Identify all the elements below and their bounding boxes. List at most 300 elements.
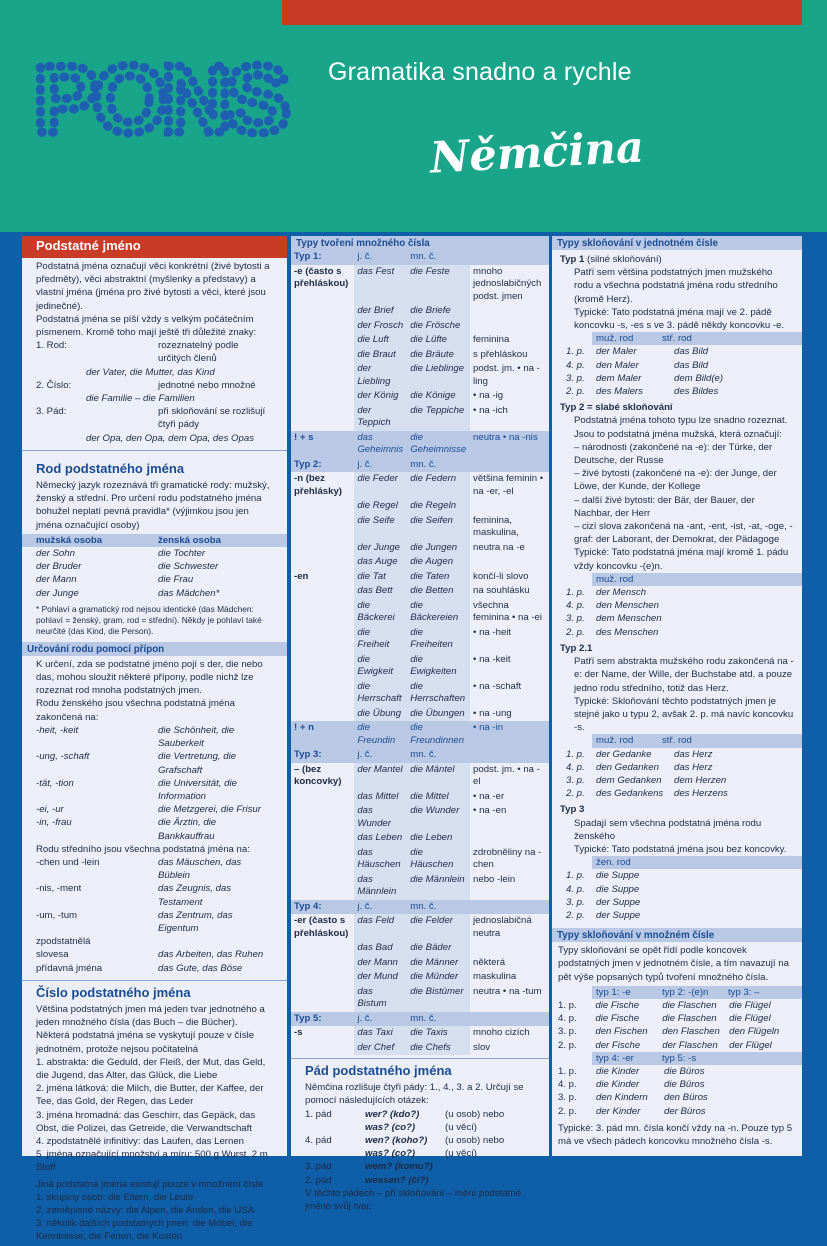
cell: dem Maler xyxy=(596,372,642,384)
cell: die Tat xyxy=(354,570,407,585)
cell: wer? (kdo?) xyxy=(365,1108,420,1120)
col-head: j. č. xyxy=(354,900,407,915)
cell: podst. jm. • na -ling xyxy=(473,363,540,387)
cell: feminina, maskulina, xyxy=(473,514,519,538)
type-label: ! + n xyxy=(291,721,354,748)
cell: das Bett xyxy=(354,584,407,599)
cell: die Schönheit, die Sauberkeit xyxy=(158,724,235,750)
cell: des Gedankens xyxy=(596,788,664,800)
cell: die Herrschaft xyxy=(354,680,407,707)
cell: • na -in xyxy=(470,721,549,748)
col-head: j. č. xyxy=(354,748,407,763)
cell xyxy=(291,389,354,404)
cell: der Gedanke xyxy=(596,748,652,760)
cell: 2. p. xyxy=(566,909,585,921)
table-row xyxy=(552,774,802,787)
cell: -n (bez přehlásky) xyxy=(294,473,342,497)
cell xyxy=(291,304,354,319)
paragraph: Rodu středního jsou všechna podstatná jména na: xyxy=(36,843,250,855)
cell: die Teppiche xyxy=(407,404,470,431)
cell: die Mittel xyxy=(407,790,470,805)
paragraph: Rodu ženského jsou všechna podstatná jména zakončená na: xyxy=(36,698,235,723)
cell: die Luft xyxy=(354,333,407,348)
cell: der Suppe xyxy=(596,896,641,908)
cell: den Maler xyxy=(596,359,639,371)
table-row xyxy=(291,804,549,831)
paragraph: K určení, zda se podstatné jméno pojí s der, die nebo das, mohou sloužit některé přípony, podle nichž lze rozeznat rod mnoha podstatných jmen. xyxy=(36,658,263,697)
cell: dem Bild(e) xyxy=(674,372,724,384)
cell: die Flügel xyxy=(729,999,771,1011)
paragraph: Jiná podstatná jména existují pouze v množném čísle xyxy=(36,1178,264,1190)
cell: die Fische xyxy=(595,1013,640,1025)
section-title-urcovani: Určování rodu pomocí přípon xyxy=(22,642,287,656)
paragraph: Podstatná jména se píší vždy s velkým počátečním písmenem. Kromě toho mají ještě tři důležité znaky: xyxy=(36,313,257,339)
table-row xyxy=(36,882,273,908)
cell: das Wunder xyxy=(354,804,407,831)
col-head: stř. rod xyxy=(662,333,692,345)
cell: der Fische xyxy=(595,1039,641,1051)
table-row xyxy=(291,721,549,748)
cell: 4. p. xyxy=(558,1013,577,1025)
paragraph: V těchto pádech – při skloňování – mění podstatné jméno svůj tvar. xyxy=(305,1187,521,1213)
cell: die Federn xyxy=(407,472,470,499)
cell: die Flaschen xyxy=(662,1013,717,1025)
cell: die Männer xyxy=(407,956,470,971)
table-row xyxy=(291,941,549,956)
cell: slovesa xyxy=(36,949,69,961)
cell xyxy=(291,404,354,431)
table-row xyxy=(552,1065,802,1078)
type-label: Typ 1: xyxy=(291,250,354,265)
cell: die Feder xyxy=(354,472,407,499)
cell: s přehláskou xyxy=(473,348,528,360)
list-item xyxy=(36,379,273,392)
table-row xyxy=(36,935,273,948)
cell: (u osob) nebo xyxy=(445,1108,505,1120)
col-head: j. č. xyxy=(354,1012,407,1027)
table-row xyxy=(291,599,549,626)
cell xyxy=(470,304,549,319)
cell: wen? (koho?) xyxy=(365,1135,428,1147)
cell: das Bild xyxy=(674,346,709,358)
cell: das Gute, das Böse xyxy=(158,962,243,974)
section-title-podstatne-jmeno: Podstatné jméno xyxy=(22,236,287,258)
cell: podst. jm. • na -el xyxy=(473,763,540,787)
cell: die Briefe xyxy=(407,304,470,319)
col-head: ženská osoba xyxy=(158,534,221,546)
logo-text: PONS xyxy=(34,46,290,153)
cell: die Bistümer xyxy=(407,985,470,1012)
cell: der Liebling xyxy=(354,362,407,389)
cell: mnoho jednoslabičných podst. jmen xyxy=(473,265,542,302)
table-row xyxy=(291,404,549,431)
list-item: 3. několik dalších podstatných jmen: die Möbel, die Kenntnisse, die Ferien, die Kosten xyxy=(36,1218,253,1243)
item-key: 2. Číslo: xyxy=(36,379,72,391)
cell: die Seife xyxy=(354,514,407,541)
cell: was? (co?) xyxy=(365,1121,416,1133)
pons-logo xyxy=(34,46,294,153)
cell: die Münder xyxy=(407,970,470,985)
cell: -en xyxy=(294,570,309,582)
table-row xyxy=(291,458,549,473)
paragraph: Některá podstatná jména se vyskytují pouze v čísle jednotném, protože nejsou počitatelná xyxy=(36,1030,255,1055)
cell: die Universität, die Information xyxy=(158,777,237,802)
cell: jednoslabičná neutra xyxy=(473,915,532,939)
cell: das Auge xyxy=(354,555,407,570)
cell: die Taten xyxy=(407,570,470,585)
cell: die Taxis xyxy=(407,1026,470,1041)
col-head xyxy=(470,250,549,265)
footnote: * Pohlaví a gramatický rod nejsou identické (das Mädchen: pohlaví = ženský, gram. rod = střední). Někdy je pohlaví také neurčité (das Kind, die Person). xyxy=(36,603,262,636)
cell: die Lüfte xyxy=(407,333,470,348)
cell xyxy=(291,653,354,680)
cell: • na -en xyxy=(473,805,507,816)
col-head: typ 5: -s xyxy=(662,1052,697,1064)
cell: die Kinder xyxy=(596,1079,640,1091)
table-row xyxy=(36,587,273,600)
cell: (u věcí) xyxy=(445,1121,477,1133)
cell: • na -keit xyxy=(473,653,511,665)
cell: zpodstatnělá xyxy=(36,936,91,948)
table-row xyxy=(291,1012,549,1027)
cell: die Büros xyxy=(664,1065,705,1077)
cell: das Fest xyxy=(354,265,407,305)
cell: die Fische xyxy=(595,999,640,1011)
cell: (u osob) nebo xyxy=(445,1135,505,1147)
table-row xyxy=(552,1105,802,1118)
cell xyxy=(291,985,354,1012)
cell: -nis, -ment xyxy=(36,883,82,895)
cell: das Herz xyxy=(674,748,713,760)
col-head: j. č. xyxy=(354,250,407,265)
table-row xyxy=(291,763,549,790)
item-example: der Vater, die Mutter, das Kind xyxy=(86,366,215,378)
cell: 3. pád xyxy=(305,1161,332,1173)
list-item: – živé bytosti (zakončené na -e): der Junge, der Löwe, der Kunde, der Kollege xyxy=(574,468,777,493)
cell: den Kindern xyxy=(596,1092,648,1104)
cell: die Freundin xyxy=(354,721,407,748)
table-row xyxy=(552,787,802,800)
table-row xyxy=(305,1147,535,1160)
cell: 3. p. xyxy=(558,1026,577,1038)
cell: feminina xyxy=(473,334,510,345)
cell xyxy=(470,499,549,514)
cell: 1. p. xyxy=(566,346,585,358)
cell: 4. p. xyxy=(566,600,585,612)
table-row xyxy=(552,359,802,372)
cell: die Bäder xyxy=(407,941,470,956)
table-row xyxy=(552,909,802,922)
cell: das Zentrum, das Eigentum xyxy=(158,909,233,934)
cell: 4. p. xyxy=(566,883,585,895)
cell: die Augen xyxy=(407,555,470,570)
paragraph: Typické: Tato podstatná jména mají ve 2. pádě koncovku -s, -es s ve 3. pádě někdy koncovku -e. xyxy=(574,306,785,332)
cell: • na -ig xyxy=(473,390,504,401)
list-item: 2. zeměpisné názvy: die Alpen, die Anden, die USA xyxy=(36,1205,255,1216)
cell: -er (často s přehláskou) xyxy=(294,915,349,939)
table-row xyxy=(291,653,549,680)
table-row xyxy=(552,612,802,625)
cell: • na -ich xyxy=(473,404,508,416)
paragraph: Patří sem většina podstatných jmen mužského rodu a všechna podstatná jména rodu středního (kromě Herz). xyxy=(574,267,778,305)
paragraph: Spadají sem všechna podstatná jména rodu ženského xyxy=(574,817,762,842)
cell xyxy=(291,831,354,846)
cell: den Büros xyxy=(664,1092,708,1104)
cell: das Leben xyxy=(354,831,407,846)
cell: 2. p. xyxy=(558,1039,577,1051)
table-row xyxy=(291,431,549,458)
cell: dem Gedanken xyxy=(596,774,662,786)
cell: -ung, -schaft xyxy=(36,751,90,763)
cell xyxy=(291,804,354,831)
cell: die Frau xyxy=(158,574,194,586)
list-item: – národnosti (zakončené na -e): der Türke, der Deutsche, der Russe xyxy=(574,441,773,467)
cell: das Zeugnis, das Testament xyxy=(158,883,232,908)
type-label: Typ 1 xyxy=(560,254,585,265)
table-row xyxy=(291,333,549,348)
list-item: 1. abstrakta: die Geduld, der Fleiß, der Mut, das Geld, die Jugend, das Alter, das Glück, die Liebe xyxy=(36,1056,266,1081)
cell: 1. p. xyxy=(566,870,585,882)
cell: die Kinder xyxy=(596,1065,640,1077)
cell: 4. p. xyxy=(558,1079,577,1091)
col-head: j. č. xyxy=(354,458,407,473)
cell: maskulina xyxy=(473,971,517,982)
cell: der Mensch xyxy=(596,587,647,599)
cell: 4. pád xyxy=(305,1135,332,1147)
cell: 3. p. xyxy=(558,1092,577,1104)
cell: das Männlein xyxy=(354,873,407,900)
table-row xyxy=(552,1078,802,1091)
table-row xyxy=(291,499,549,514)
cell: die Schwester xyxy=(158,561,219,573)
header-red-bar xyxy=(282,0,802,25)
cell: die Chefs xyxy=(407,1041,470,1056)
cell: 1. p. xyxy=(558,1065,577,1077)
cell: der Brief xyxy=(354,304,407,319)
table-row xyxy=(291,748,549,763)
cell: die Feste xyxy=(407,265,470,305)
cell: nebo -lein xyxy=(473,873,516,885)
table-row xyxy=(291,1026,549,1041)
cell: 2. p. xyxy=(558,1105,577,1117)
col-head: mn. č. xyxy=(407,900,470,915)
cell: die Flaschen xyxy=(662,999,717,1011)
paragraph: Typické: Tato podstatná jména jsou bez koncovky. xyxy=(574,843,787,855)
cell: die Jungen xyxy=(407,541,470,556)
col-head: typ 3: – xyxy=(728,986,760,998)
cell: die Herrschaften xyxy=(407,680,470,707)
list-item: 4. zpodstatnělé infinitivy: das Laufen, das Lernen xyxy=(36,1135,245,1147)
table-row xyxy=(291,584,549,599)
cell: der Mann xyxy=(36,574,77,586)
cell: des Bildes xyxy=(674,386,719,398)
col-head: muž. rod xyxy=(596,333,634,345)
list-item: – další živé bytosti: der Bär, der Bauer, der Nachbar, der Herr xyxy=(574,494,755,519)
section-title-cislo: Číslo podstatného jména xyxy=(36,984,191,1000)
cell: das Herz xyxy=(674,761,713,773)
cell: mnoho cizích xyxy=(473,1027,530,1038)
cell: der Sohn xyxy=(36,548,75,560)
cell: na souhlásku xyxy=(473,585,530,596)
type-label: Typ 2: xyxy=(291,458,354,473)
cell: der Frosch xyxy=(354,319,407,334)
cell: • na -heit xyxy=(473,626,512,638)
cell xyxy=(291,499,354,514)
table-row xyxy=(552,999,802,1012)
column-1 xyxy=(22,236,287,1243)
cell: většina feminin • na -er, -el xyxy=(473,473,544,497)
table-row xyxy=(552,869,802,882)
table-row xyxy=(552,748,802,761)
table-row xyxy=(291,265,549,305)
cell: die Regeln xyxy=(407,499,470,514)
cell: was? (co?) xyxy=(365,1148,416,1160)
cell: der Büros xyxy=(664,1105,706,1117)
table-row xyxy=(291,1041,549,1056)
col-head xyxy=(470,900,549,915)
cell: den Gedanken xyxy=(596,761,659,773)
cell xyxy=(470,941,549,956)
plural-types-table xyxy=(291,250,549,1055)
cell: -heit, -keit xyxy=(36,724,79,736)
cell: der Flaschen xyxy=(662,1039,718,1051)
item-value: při skloňování se rozlišují čtyři pády xyxy=(158,406,266,431)
cell xyxy=(291,362,354,389)
cell: der Junge xyxy=(36,587,79,599)
table-row xyxy=(291,900,549,915)
cell: dem Menschen xyxy=(596,613,662,625)
cell: končí-li slovo xyxy=(473,570,529,582)
cell: die Regel xyxy=(354,499,407,514)
table-row xyxy=(552,761,802,774)
col-head: typ 1: -e xyxy=(596,986,631,998)
type-label: Typ 2 = slabé skloňování xyxy=(560,402,673,414)
table-row xyxy=(552,586,802,599)
cell xyxy=(291,584,354,599)
cell: die Felder xyxy=(407,914,470,941)
item-value: jednotné nebo množné xyxy=(158,379,256,391)
cell: den Menschen xyxy=(596,600,659,612)
table-row xyxy=(36,816,273,842)
cell: die Bäckerei xyxy=(354,599,407,626)
col-head: muž. rod xyxy=(596,735,634,747)
table-row xyxy=(291,707,549,722)
cell xyxy=(291,846,354,873)
item-example: der Opa, den Opa, dem Opa, des Opas xyxy=(86,432,254,444)
cell: die Freiheit xyxy=(354,626,407,653)
table-row xyxy=(291,680,549,707)
list-item: 3. jména hromadná: das Geschirr, das Gepäck, das Obst, die Polizei, das Getreide, die Verwandtschaft xyxy=(36,1109,256,1134)
cell xyxy=(291,1041,354,1056)
cell: das Bistum xyxy=(354,985,407,1012)
cell: der Kinder xyxy=(596,1105,641,1117)
section-title-typy-tvoreni: Typy tvoření množného čísla xyxy=(291,236,549,250)
cell: den Fischen xyxy=(595,1026,648,1038)
cell xyxy=(470,555,549,570)
cell: die Freundinnen xyxy=(407,721,470,748)
cell xyxy=(291,626,354,653)
table-row xyxy=(291,304,549,319)
cell: • na -schaft xyxy=(473,680,522,692)
cell: dem Herzen xyxy=(674,774,727,786)
table-row xyxy=(36,724,273,750)
cell: die Freiheiten xyxy=(407,626,470,653)
cell: -tät, -tion xyxy=(36,777,74,789)
col-head: mn. č. xyxy=(407,748,470,763)
section-title-pad: Pád podstatného jména xyxy=(305,1063,452,1078)
cell: das Feld xyxy=(354,914,407,941)
type-label: Typ 2.1 xyxy=(560,642,593,654)
paragraph: Většina podstatných jmen má jeden tvar jednotného a jeden množného čísla (das Buch – die Bücher). xyxy=(36,1003,265,1029)
cell: 3. p. xyxy=(566,372,585,384)
cell: den Flügeln xyxy=(729,1026,780,1038)
cell xyxy=(291,790,354,805)
cell: zdrobněliny na -chen xyxy=(473,846,542,870)
cell: des Malers xyxy=(596,386,643,398)
table-row xyxy=(36,573,273,586)
table-row xyxy=(305,1108,535,1121)
cell: 1. pád xyxy=(305,1108,332,1120)
cell: den Flaschen xyxy=(662,1026,720,1038)
section-title-sklonovani-mc: Typy skloňování v množném čísle xyxy=(552,928,802,942)
column-3 xyxy=(552,236,802,1156)
cell: das Geheimnis xyxy=(354,431,407,458)
cell: das Mädchen* xyxy=(158,587,220,599)
cell: die Metzgerei, die Frisur xyxy=(158,804,261,816)
type-label: Typ 4: xyxy=(291,900,354,915)
cell xyxy=(291,599,354,626)
cell: 1. p. xyxy=(566,587,585,599)
table-row xyxy=(291,914,549,941)
item-example: die Familie – die Familien xyxy=(86,393,195,405)
cell: neutra • na -nis xyxy=(470,431,549,458)
cell: -s xyxy=(294,1027,303,1038)
cell: die Lieblinge xyxy=(407,362,470,389)
cell: • na -er xyxy=(473,790,505,802)
cell: der Bruder xyxy=(36,561,82,573)
cell: die Bäckereien xyxy=(407,599,470,626)
cell: der Junge xyxy=(354,541,407,556)
table-row xyxy=(291,472,549,499)
cell: das Bad xyxy=(354,941,407,956)
column-2 xyxy=(291,236,549,1213)
col-head: žen. rod xyxy=(596,857,631,869)
table-row xyxy=(291,970,549,985)
cell xyxy=(291,514,354,541)
cell: – (bez koncovky) xyxy=(294,763,342,787)
col-head: typ 4: -er xyxy=(596,1052,634,1064)
cell: die Betten xyxy=(407,584,470,599)
cell xyxy=(291,348,354,363)
table-row xyxy=(291,250,549,265)
cell: der Teppich xyxy=(354,404,407,431)
cell: die Ärztin, die Bankkauffrau xyxy=(158,817,217,842)
cell: der König xyxy=(354,389,407,404)
table-row xyxy=(36,803,273,816)
cell xyxy=(291,707,354,722)
cell xyxy=(305,1147,365,1160)
type-label: ! + s xyxy=(291,431,354,458)
cell: neutra na -e xyxy=(473,541,525,553)
cell: die Büros xyxy=(664,1079,705,1091)
table-row xyxy=(305,1134,535,1147)
cell: (u věcí) xyxy=(445,1148,477,1160)
paragraph: Typické: 3. pád mn. čísla končí vždy na -n. Pouze typ 5 má ve všech pádech koncovku množného čísla -s. xyxy=(558,1122,793,1147)
cell xyxy=(291,680,354,707)
table-row xyxy=(291,846,549,873)
table-row xyxy=(36,777,273,803)
item-key: 1. Rod: xyxy=(36,340,67,352)
